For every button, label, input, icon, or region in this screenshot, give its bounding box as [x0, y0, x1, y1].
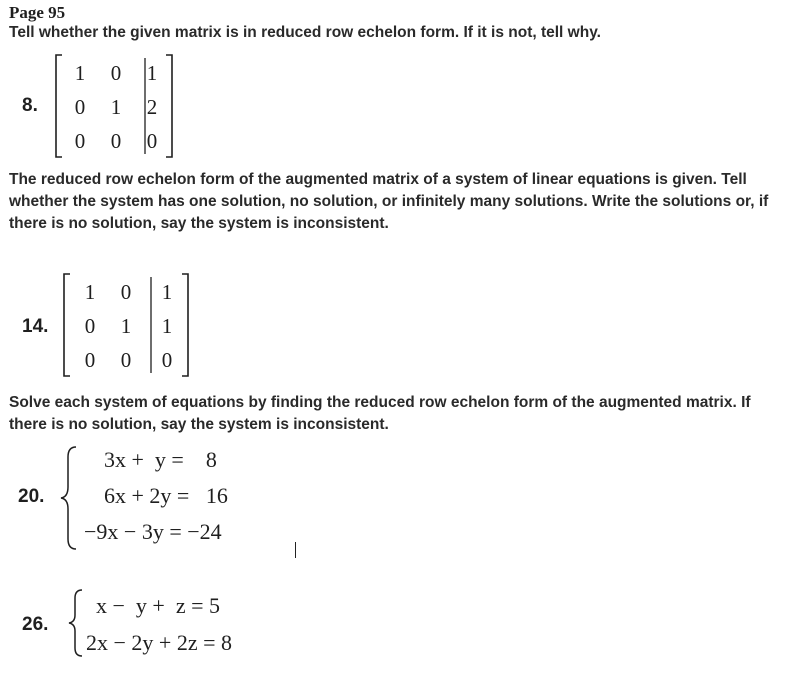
instruction-solutions: The reduced row echelon form of the augmented matrix of a system of linear equations is given. Tell whether the system has one solution, no solution, or infinitely many solutions. Write the solutions or, if there is no solution, say the system is inconsistent.	[9, 171, 769, 232]
text-cursor	[295, 542, 296, 558]
matrix-14-cell: 1	[120, 314, 132, 338]
instruction-rref-check: Tell whether the given matrix is in reduced row echelon form. If it is not, tell why.	[9, 24, 601, 41]
matrix-14-cell: 1	[161, 280, 173, 304]
problem-number-26: 26.	[22, 614, 49, 635]
matrix-14-cell: 1	[84, 280, 96, 304]
matrix-8-cell: 1	[110, 95, 122, 119]
system-26-brace	[66, 588, 86, 658]
instruction-solve: Solve each system of equations by finding the reduced row echelon form of the augmented matrix. If there is no solution, say the system is inconsistent.	[9, 394, 751, 433]
problem-number-20: 20.	[18, 486, 45, 507]
matrix-8-cell: 1	[146, 61, 158, 85]
matrix-14	[60, 271, 190, 381]
system-26	[66, 588, 296, 658]
problem-number-14: 14.	[22, 316, 49, 337]
system-20-brace	[58, 445, 82, 551]
matrix-14-cell: 0	[120, 280, 132, 304]
matrix-14-cell: 0	[84, 314, 96, 338]
matrix-8-cell: 0	[146, 129, 158, 153]
matrix-14-cell: 0	[161, 348, 173, 372]
matrix-14-cell: 0	[84, 348, 96, 372]
matrix-8-cell: 2	[146, 95, 158, 119]
system-26-equation: 2x − 2y + 2z = 8	[86, 630, 232, 655]
system-20	[58, 445, 288, 551]
matrix-8-cell: 1	[74, 61, 86, 85]
system-20-equation: −9x − 3y = −24	[84, 519, 222, 544]
problem-number-8: 8.	[22, 95, 38, 116]
matrix-8	[52, 52, 182, 162]
system-20-equation: 3x + y = 8	[104, 447, 217, 472]
system-26-equation: x − y + z = 5	[96, 593, 220, 618]
page-title: Page 95	[9, 3, 66, 22]
system-20-equation: 6x + 2y = 16	[104, 483, 228, 508]
matrix-14-cell: 1	[161, 314, 173, 338]
matrix-8-cell: 0	[74, 129, 86, 153]
matrix-8-cell: 0	[110, 61, 122, 85]
matrix-8-cell: 0	[110, 129, 122, 153]
matrix-14-cell: 0	[120, 348, 132, 372]
matrix-8-cell: 0	[74, 95, 86, 119]
